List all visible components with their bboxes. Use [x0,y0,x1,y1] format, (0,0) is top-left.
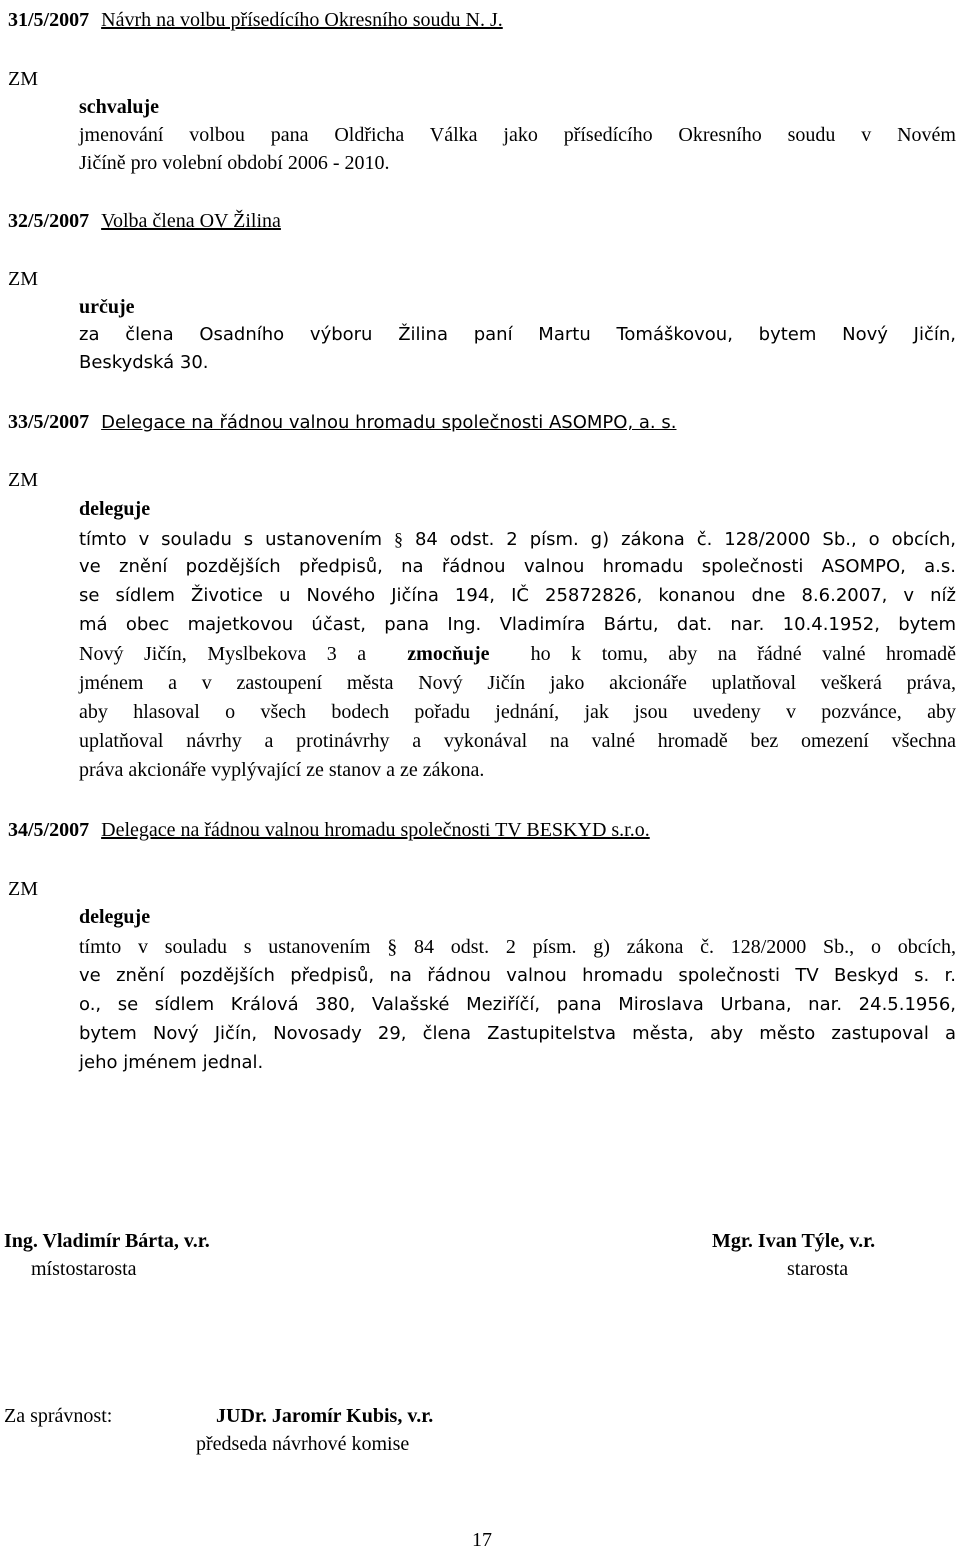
item-heading [8,410,676,435]
item-heading [8,818,650,842]
resolution-text-line: uplatňoval návrhy a protinávrhy a vykonával na valné hromadě bez omezení všechna [79,730,956,752]
item-title: Volba člena OV Žilina [101,210,281,232]
resolution-text-line: jménem a v zastoupení města Nový Jičín jako akcionáře uplatňoval veškerá práva, [79,672,956,694]
resolution-text-line: má obec majetkovou účast, pana Ing. Vladimíra Bártu, dat. nar. 10.4.1952, bytem [79,614,956,635]
correctness-name: JUDr. Jaromír Kubis, v.r. [216,1405,434,1427]
correctness-role: předseda návrhové komise [196,1433,410,1455]
resolution-verb: určuje [79,296,135,318]
resolution-text-line: ve znění pozdějších předpisů, na řádnou valnou hromadu společnosti ASOMPO, a.s. [79,556,956,577]
item-number: 33/5/2007 [8,411,90,433]
section-sign: § [387,936,398,958]
item-title: Návrh na volbu přísedícího Okresního soudu N. J. [101,9,503,31]
zm-label: ZM [8,878,38,900]
zm-label: ZM [8,268,38,290]
resolution-text-line: se sídlem Životice u Nového Jičína 194, IČ 25872826, konanou dne 8.6.2007, v níž [79,585,956,606]
resolution-verb: deleguje [79,906,151,928]
resolution-text-line: práva akcionáře vyplývající ze stanov a ze zákona. [79,759,485,781]
item-title: Delegace na řádnou valnou hromadu společnosti ASOMPO, a. s. [101,412,677,433]
item-number: 31/5/2007 [8,9,90,31]
item-title: Delegace na řádnou valnou hromadu společnosti TV BESKYD s.r.o. [101,819,650,841]
item-heading [8,8,503,32]
resolution-text-line: tímto v souladu s ustanovením § 84 odst. 2 písm. g) zákona č. 128/2000 Sb., o obcích, [79,529,956,550]
correctness-label: Za správnost: [4,1405,113,1427]
resolution-text-line: Jičíně pro volební období 2006 - 2010. [79,152,390,174]
signatory-left-name: Ing. Vladimír Bárta, v.r. [4,1230,210,1252]
signatory-left-role: místostarosta [31,1258,137,1280]
resolution-text-line: bytem Nový Jičín, Novosady 29, člena Zastupitelstva města, aby město zastupoval a [79,1023,956,1044]
resolution-text-line: Beskydská 30. [79,352,209,373]
zm-label: ZM [8,469,38,491]
resolution-text-line: o., se sídlem Králová 380, Valašské Meziříčí, pana Miroslava Urbana, nar. 24.5.1956, [79,994,956,1015]
resolution-text-line: ve znění pozdějších předpisů, na řádnou valnou hromadu společnosti TV Beskyd s. r. [79,965,956,986]
item-number: 32/5/2007 [8,210,90,232]
resolution-verb: deleguje [79,498,151,520]
resolution-text-line: za člena Osadního výboru Žilina paní Martu Tomáškovou, bytem Nový Jičín, [79,324,956,345]
resolution-text-line: Nový Jičín, Myslbekova 3 a zmocňuje ho k tomu, aby na řádné valné hromadě [79,643,957,665]
resolution-text-line: tímto v souladu s ustanovením § 84 odst. 2 písm. g) zákona č. 128/2000 Sb., o obcích, [79,936,957,958]
page-number: 17 [472,1529,492,1551]
signatory-right-name: Mgr. Ivan Týle, v.r. [712,1230,876,1252]
section-sign: § [394,529,403,549]
item-number: 34/5/2007 [8,819,90,841]
resolution-text-line: jmenování volbou pana Oldřicha Válka jako přísedícího Okresního soudu v Novém [79,124,956,146]
empowers-verb: zmocňuje [407,643,490,665]
zm-label: ZM [8,68,38,90]
resolution-verb: schvaluje [79,96,159,118]
resolution-text-line: aby hlasoval o všech bodech pořadu jednání, jak jsou uvedeny v pozvánce, aby [79,701,956,723]
resolution-text-line: jeho jménem jednal. [79,1052,264,1073]
signatory-right-role: starosta [787,1258,849,1280]
item-heading [8,209,281,233]
